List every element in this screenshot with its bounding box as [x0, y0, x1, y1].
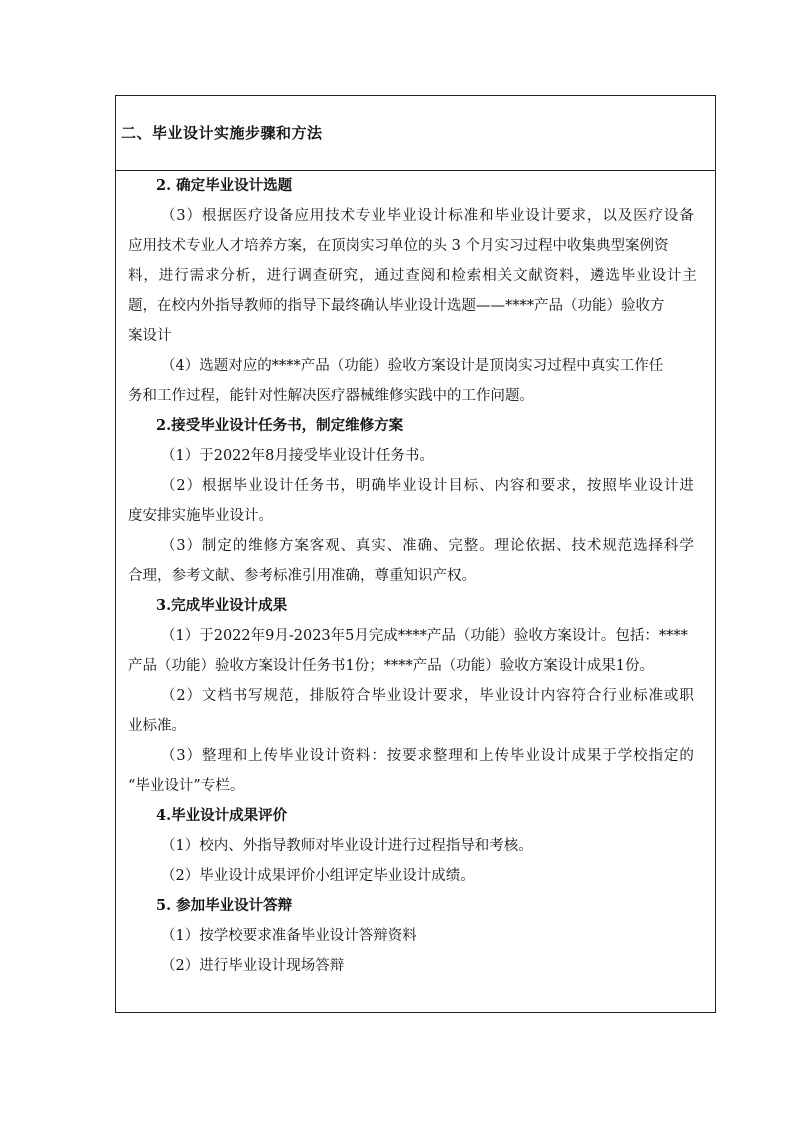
- subheading-confirm-topic: 2. 确定毕业设计选题: [156, 177, 293, 194]
- paragraph-line: （2）根据毕业设计任务书，明确毕业设计目标、内容和要求，按照毕业设计进: [161, 478, 695, 494]
- paragraph-line: 料，进行需求分析，进行调查研究，通过查阅和检索相关文献资料，遴选毕业设计主: [128, 268, 698, 284]
- paragraph-line: 合理，参考文献、参考标准引用准确，尊重知识产权。: [128, 568, 476, 584]
- paragraph-line: （3）制定的维修方案客观、真实、准确、完整。理论依据、技术规范选择科学: [161, 538, 695, 554]
- paragraph-line: 题，在校内外指导教师的指导下最终确认毕业设计选题——****产品（功能）验收方: [128, 298, 665, 314]
- paragraph-line: （3）根据医疗设备应用技术专业毕业设计标准和毕业设计要求，以及医疗设备: [161, 208, 695, 224]
- paragraph-line: （1）于2022年9月-2023年5月完成****产品（功能）验收方案设计。包括：****: [161, 628, 688, 644]
- section-title: 二、毕业设计实施步骤和方法: [121, 124, 323, 142]
- paragraph-line: （2）毕业设计成果评价小组评定毕业设计成绩。: [161, 868, 475, 884]
- paragraph-line: （4）选题对应的****产品（功能）验收方案设计是顶岗实习过程中真实工作任: [161, 358, 664, 374]
- paragraph-line: （3）整理和上传毕业设计资料：按要求整理和上传毕业设计成果于学校指定的: [161, 748, 695, 764]
- subheading-evaluation: 4.毕业设计成果评价: [156, 807, 288, 824]
- paragraph-line: （1）按学校要求准备毕业设计答辩资料: [161, 928, 417, 944]
- paragraph-line: 应用技术专业人才培养方案，在顶岗实习单位的头 3 个月实习过程中收集典型案例资: [128, 238, 669, 254]
- paragraph-line: 产品（功能）验收方案设计任务书1份；****产品（功能）验收方案设计成果1份。: [128, 658, 654, 674]
- paragraph-line: （2）进行毕业设计现场答辩: [161, 958, 345, 974]
- subheading-defense: 5. 参加毕业设计答辩: [156, 897, 293, 914]
- paragraph-line: 务和工作过程，能针对性解决医疗器械维修实践中的工作问题。: [128, 388, 534, 404]
- table-body-cell: [128, 171, 706, 981]
- paragraph-line: （2）文档书写规范，排版符合毕业设计要求，毕业设计内容符合行业标准或职: [161, 688, 695, 704]
- table-header-row: [116, 96, 715, 171]
- paragraph-line: （1）于2022年8月接受毕业设计任务书。: [161, 448, 434, 464]
- paragraph-line: 业标准。: [128, 718, 186, 734]
- paragraph-line: “毕业设计”专栏。: [128, 778, 245, 794]
- form-table: [115, 95, 716, 1013]
- subheading-complete-results: 3.完成毕业设计成果: [156, 597, 288, 614]
- subheading-accept-task: 2.接受毕业设计任务书，制定维修方案: [156, 417, 404, 434]
- paragraph-line: （1）校内、外指导教师对毕业设计进行过程指导和考核。: [161, 838, 533, 854]
- paragraph-line: 度安排实施毕业设计。: [128, 508, 273, 524]
- paragraph-line: 案设计: [128, 328, 172, 344]
